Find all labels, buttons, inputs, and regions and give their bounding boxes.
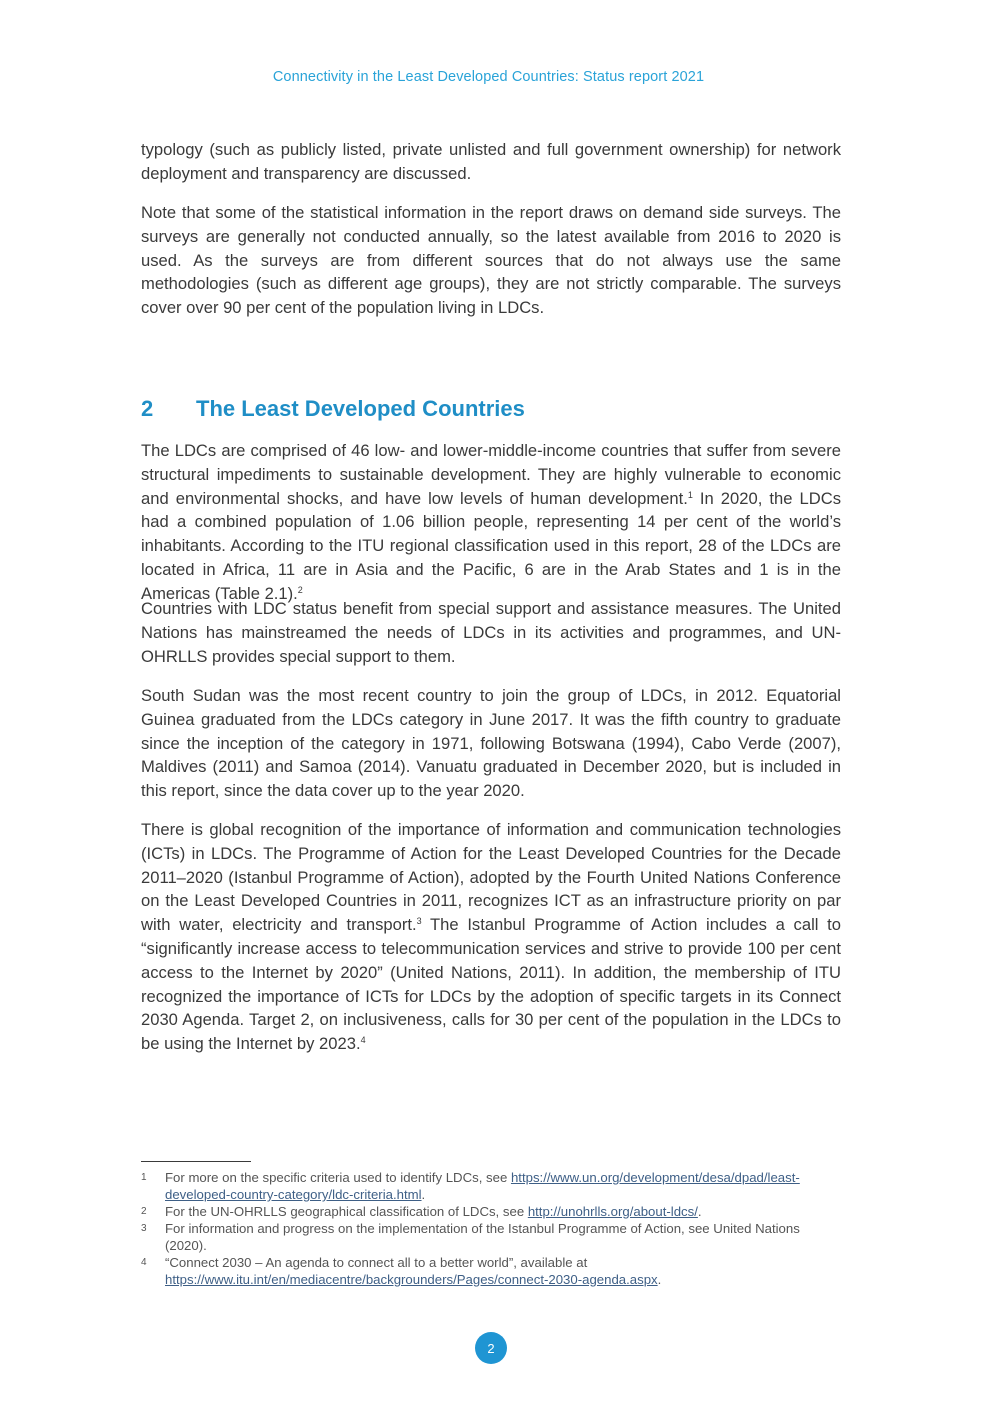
footnote-text: For more on the specific criteria used to identify LDCs, see bbox=[165, 1170, 511, 1185]
intro-paragraph-1 bbox=[141, 138, 841, 186]
page-number-badge: 2 bbox=[475, 1332, 507, 1364]
running-header: Connectivity in the Least Developed Countries: Status report 2021 bbox=[272, 69, 705, 85]
section-number: 2 bbox=[141, 396, 154, 421]
footnote-number: 4 bbox=[141, 1257, 147, 1268]
paragraph-text: South Sudan was the most recent country to join the group of LDCs, in 2012. Equatorial Guinea graduated from the LDCs category in June 2017. It was the fifth country to graduate since the inception of the category in 1971, following Botswana (1994), Cabo Verde (2007), Maldives (2011) and Samoa (2014). Vanuatu graduated in December 2020, but is included in this report, since the data cover up to the year 2020. bbox=[141, 686, 841, 801]
footnote-4 bbox=[141, 1254, 842, 1288]
paragraph-text: The LDCs are comprised of 46 low- and lower-middle-income countries that suffer from severe structural impediments to sustainable development. They are highly vulnerable to economic and environmental shocks, and have low levels of human development. bbox=[141, 441, 841, 508]
footnote-divider bbox=[141, 1161, 251, 1162]
footnote-number: 2 bbox=[141, 1206, 147, 1217]
section-paragraph-3 bbox=[141, 684, 841, 803]
footnote-3 bbox=[141, 1220, 842, 1254]
footnote-tail: . bbox=[657, 1272, 662, 1287]
footnote-ref-2[interactable]: 2 bbox=[297, 584, 303, 595]
footnote-ref-1[interactable]: 1 bbox=[687, 489, 693, 500]
footnote-link[interactable]: https://www.itu.int/en/mediacentre/backgrounders/Pages/connect-2030-agenda.aspx bbox=[165, 1272, 658, 1287]
footnote-number: 3 bbox=[141, 1223, 147, 1234]
section-paragraph-4 bbox=[141, 818, 841, 1056]
footnotes bbox=[141, 1169, 842, 1288]
section-heading bbox=[141, 396, 525, 422]
footnote-number: 1 bbox=[141, 1172, 147, 1183]
footnote-link[interactable]: http://unohrlls.org/about-ldcs/ bbox=[527, 1204, 698, 1219]
footnote-text: For the UN-OHRLLS geographical classification of LDCs, see bbox=[165, 1204, 528, 1219]
footnote-text: “Connect 2030 – An agenda to connect all to a better world”, available at bbox=[165, 1255, 588, 1270]
section-title: The Least Developed Countries bbox=[196, 396, 525, 421]
footnote-text: For information and progress on the implementation of the Istanbul Programme of Action, see United Nations (2020). bbox=[165, 1221, 800, 1253]
footnote-ref-3[interactable]: 3 bbox=[416, 916, 422, 927]
footnote-1 bbox=[141, 1169, 842, 1203]
footnote-link[interactable]: https://www.un.org/development/desa/dpad/least-developed-country-category/ldc-criteria.html bbox=[165, 1170, 800, 1202]
section-paragraph-2 bbox=[141, 597, 841, 668]
footnote-ref-4[interactable]: 4 bbox=[360, 1035, 366, 1046]
paragraph-text: In 2020, the LDCs had a combined population of 1.06 billion people, representing 14 per cent of the world’s inhabitants. According to the ITU regional classification used in this report, 28 of the LDCs are located in Africa, 11 are in Asia and the Pacific, 6 are in the Arab States and 1 is in the Americas (Table 2.1). bbox=[141, 488, 841, 603]
footnote-2 bbox=[141, 1203, 842, 1220]
paragraph-text: Note that some of the statistical information in the report draws on demand side surveys. The surveys are generally not conducted annually, so the latest available from 2016 to 2020 is used. As the surveys are from different sources that do not always use the same methodologies (such as different age groups), they are not strictly comparable. The surveys cover over 90 per cent of the population living in LDCs. bbox=[141, 203, 841, 318]
footnote-tail: . bbox=[697, 1204, 702, 1219]
paragraph-text: The Istanbul Programme of Action includes a call to “significantly increase access to telecommunication services and strive to provide 100 per cent access to the Internet by 2020” (United Nations, 2011). In addition, the membership of ITU recognized the importance of ICTs for LDCs by the adoption of specific targets in its Connect 2030 Agenda. Target 2, on inclusiveness, calls for 30 per cent of the population in the LDCs to be using the Internet by 2023. bbox=[141, 915, 841, 1054]
footnote-tail: . bbox=[421, 1187, 426, 1202]
paragraph-text: There is global recognition of the importance of information and communication technologies (ICTs) in LDCs. The Programme of Action for the Least Developed Countries for the Decade 2011–2020 (Istanbul Programme of Action), adopted by the Fourth United Nations Conference on the Least Developed Countries in 2011, recognizes ICT as an infrastructure priority on par with water, electricity and transport. bbox=[141, 820, 841, 935]
section-paragraph-1 bbox=[141, 439, 841, 606]
paragraph-text: Countries with LDC status benefit from special support and assistance measures. The United Nations has mainstreamed the needs of LDCs in its activities and programmes, and UN-OHRLLS provides special support to them. bbox=[141, 599, 841, 666]
paragraph-text: typology (such as publicly listed, private unlisted and full government ownership) for network deployment and transparency are discussed. bbox=[141, 140, 841, 183]
intro-paragraph-2 bbox=[141, 201, 841, 320]
